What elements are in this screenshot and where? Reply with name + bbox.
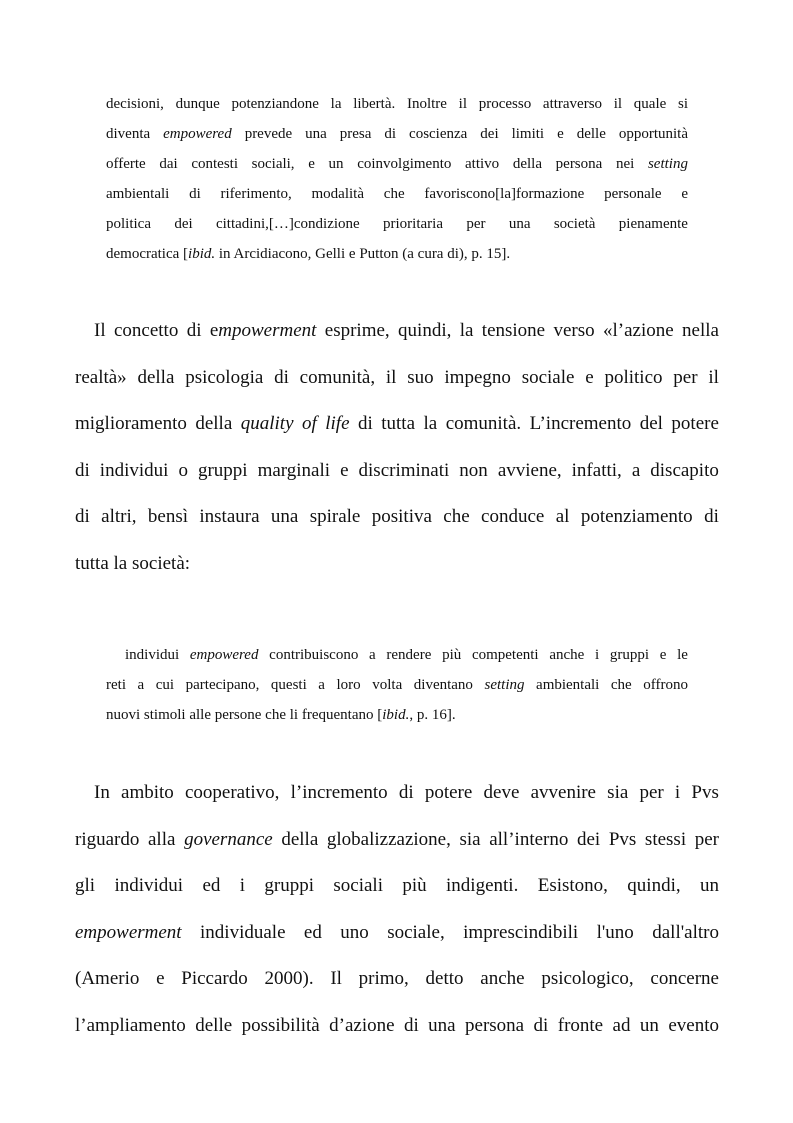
quote-line: nuovi stimoli alle persone che li frequentano [ibid., p. 16]. [106,707,456,723]
quote-line: reti a cui partecipano, questi a loro volta diventano setting ambientali che offrono [106,677,688,693]
quote-line: decisioni, dunque potenziandone la libertà. Inoltre il processo attraverso il quale si [106,96,688,112]
quote-line: diventa empowered prevede una presa di coscienza dei limiti e delle opportunità [106,126,688,142]
paragraph-line: Il concetto di empowerment esprime, quindi, la tensione verso «l’azione nella [94,320,719,341]
quote-line: individui empowered contribuiscono a rendere più competenti anche i gruppi e le [125,647,688,663]
paragraph-1 [75,308,719,587]
paragraph-line: realtà» della psicologia di comunità, il suo impegno sociale e politico per il [75,366,719,388]
quote-line: ambientali di riferimento, modalità che favoriscono[la]formazione personale e [106,186,688,202]
paragraph-line: di altri, bensì instaura una spirale positiva che conduce al potenziamento di [75,506,719,527]
paragraph-line: gli individui ed i gruppi sociali più indigenti. Esistono, quindi, un [75,875,719,896]
quote-line: offerte dai contesti sociali, e un coinvolgimento attivo della persona nei setting [106,156,688,172]
quote-line: politica dei cittadini,[…]condizione prioritaria per una società pienamente [106,216,688,232]
paragraph-line: tutta la società: [75,552,191,574]
paragraph-2 [75,770,719,1049]
paragraph-line: riguardo alla governance della globalizzazione, sia all’interno dei Pvs stessi per [75,828,719,850]
paragraph-line: (Amerio e Piccardo 2000). Il primo, detto anche psicologico, concerne [75,968,719,989]
paragraph-line: empowerment individuale ed uno sociale, imprescindibili l'uno dall'altro [75,921,719,943]
quote-line: democratica [ibid. in Arcidiacono, Gelli e Putton (a cura di), p. 15]. [106,246,511,262]
paragraph-line: In ambito cooperativo, l’incremento di potere deve avvenire sia per i Pvs [94,782,719,803]
block-quote-1 [106,89,688,269]
paragraph-line: miglioramento della quality of life di tutta la comunità. L’incremento del potere [75,413,719,434]
paragraph-line: l’ampliamento delle possibilità d’azione di una persona di fronte ad un evento [75,1014,719,1036]
block-quote-2 [106,640,688,730]
paragraph-line: di individui o gruppi marginali e discriminati non avviene, infatti, a discapito [75,459,719,481]
